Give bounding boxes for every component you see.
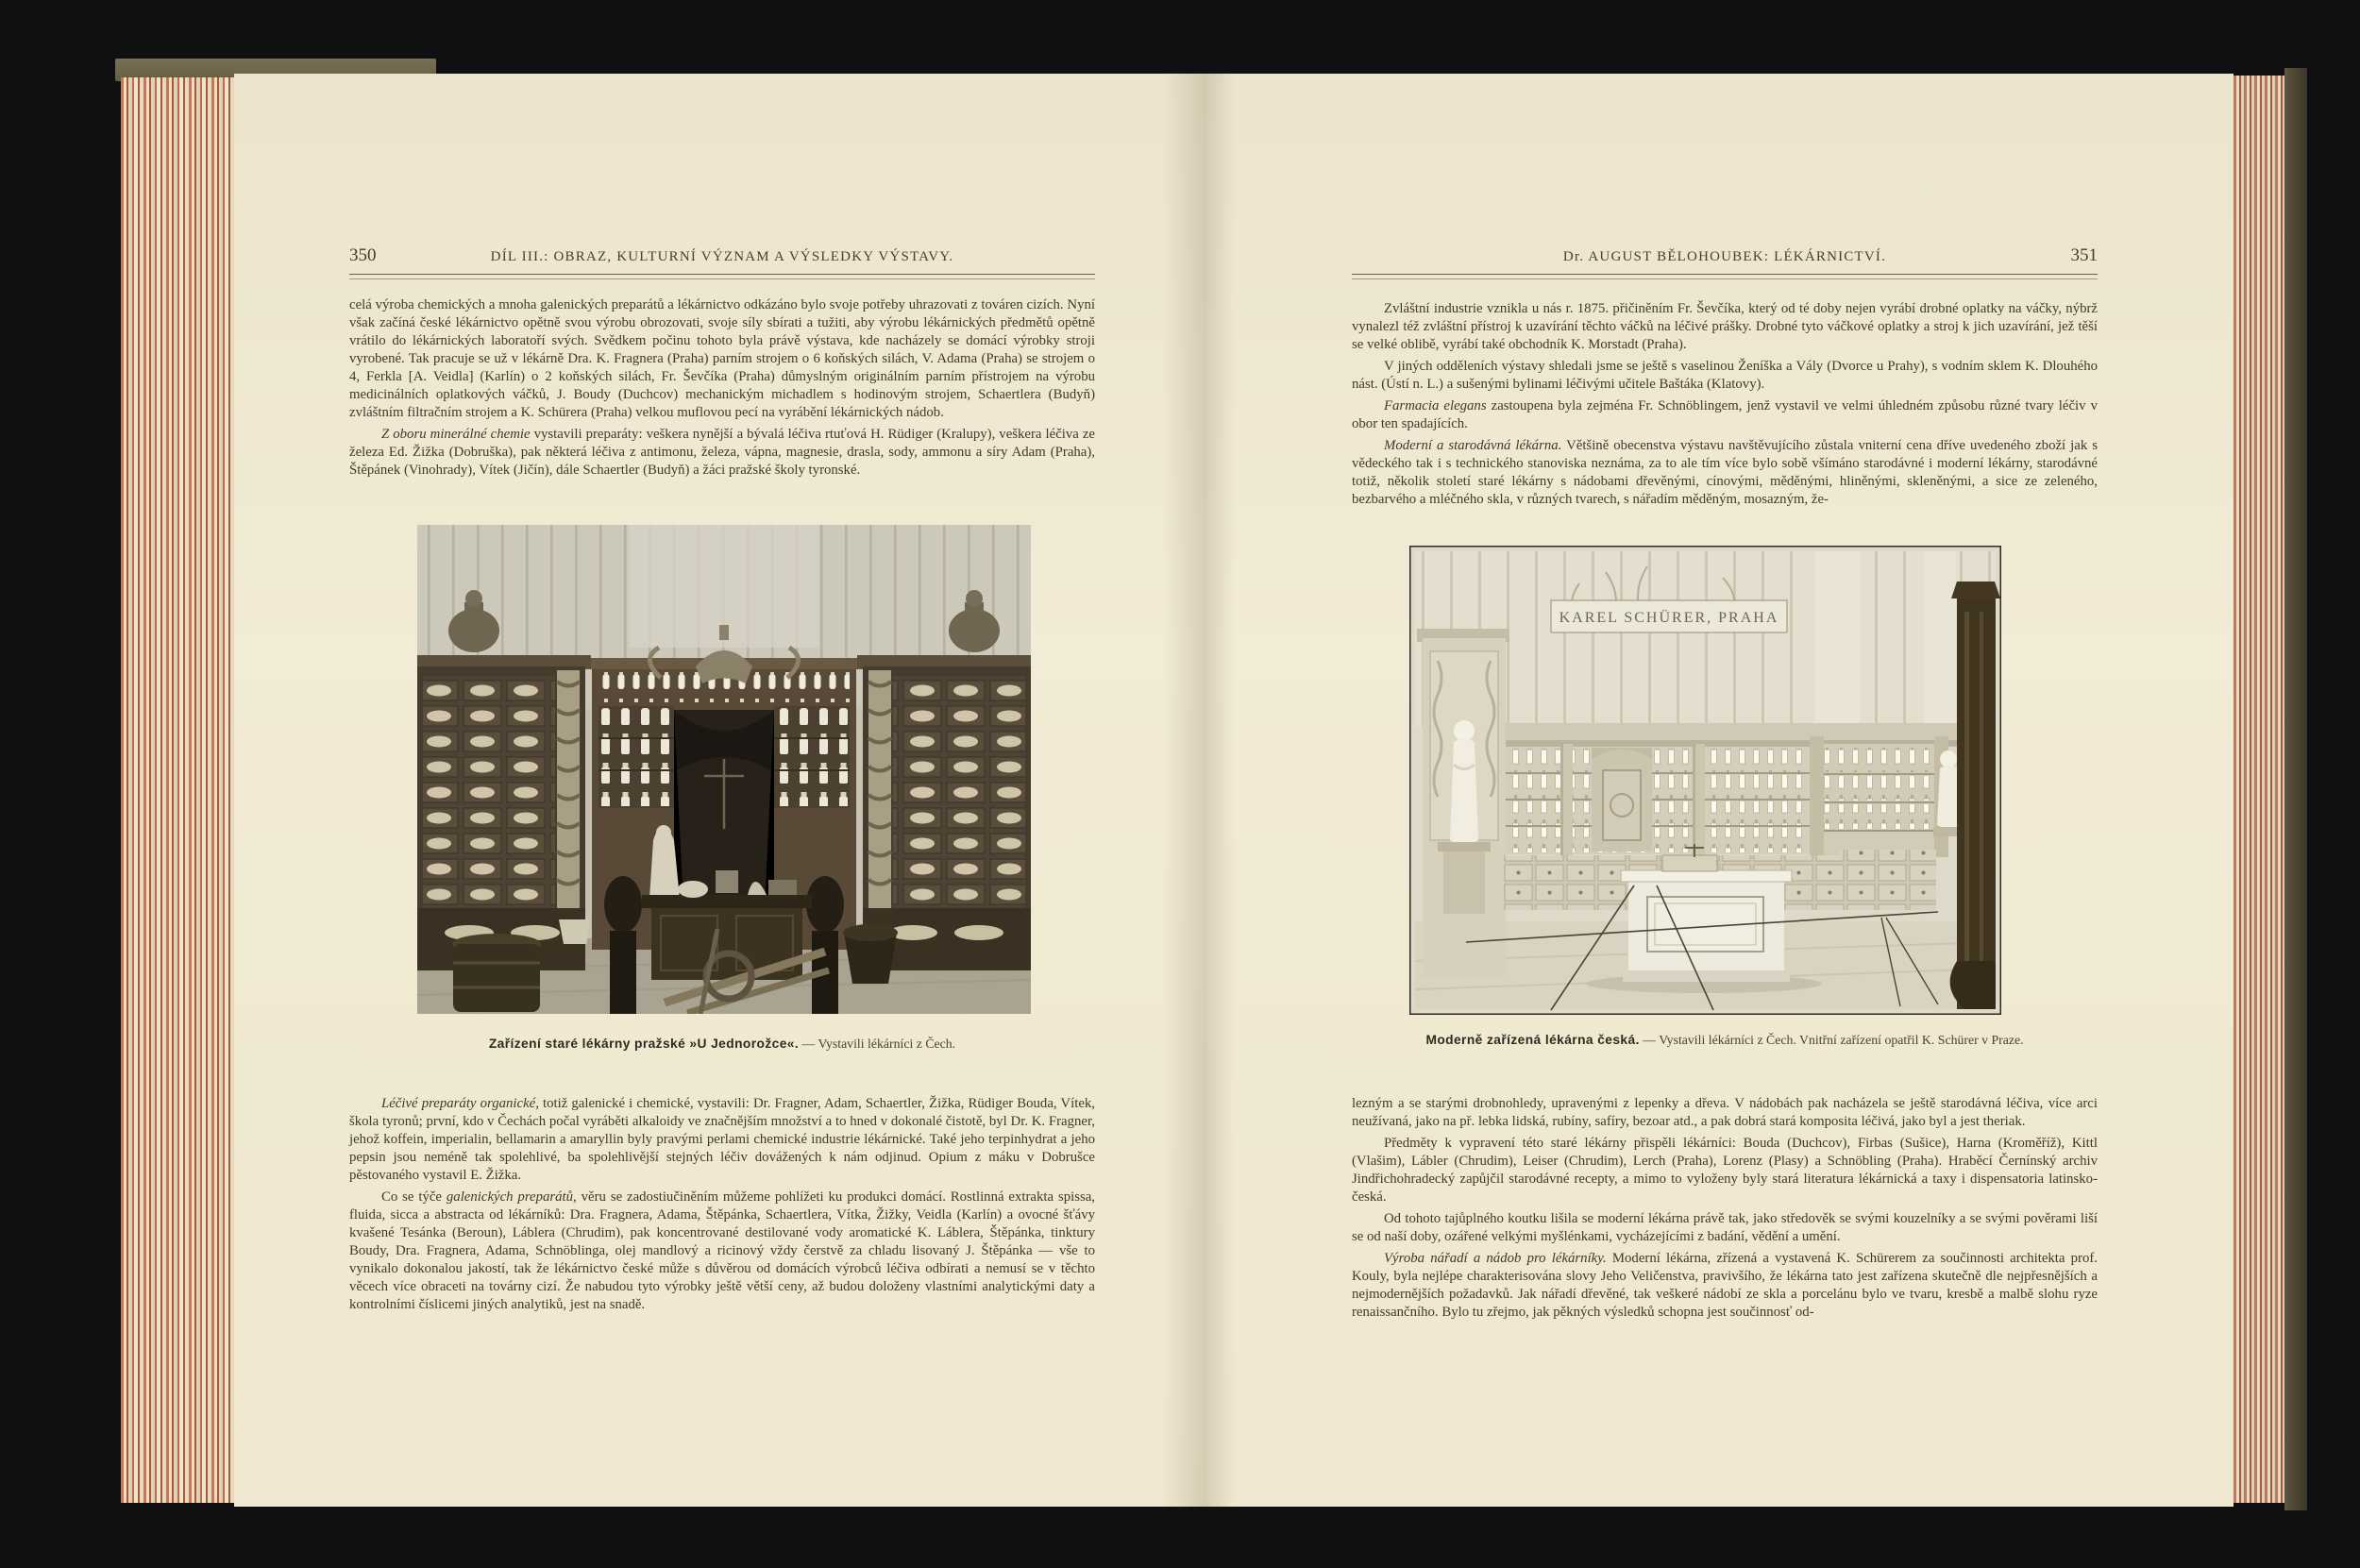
paragraph: lezným a se starými drobnohledy, upravenými z lepenky a dřeva. V nádobách pak nacházela se ještě starodávná léčiva, více arci neužívaná, jako na př. lebka lidská, rubíny, safíry, bezoar atd., a pak dobrá stará komposita léčivá, jako byl a jest theriak.: [1352, 1096, 2098, 1129]
paragraph: Z oboru minerálné chemie vystavili preparáty: veškera nynější a bývalá léčiva rtuťová H. Rüdiger (Kralupy), veškera léčiva ze železa Ed. Žižka (Dobruška), pak některá léčiva z antimonu, železa, vápna, magnesie, drasla, sody, ammonu a síry Adam (Praha), Štěpánek (Vinohrady), Vítek (Jičín), dále Schaertler (Budyň) a žáci pražské školy tyronské.: [349, 427, 1095, 478]
figure-caption-right: Moderně zařízená lékárna česká. — Vystavili lékárníci z Čech. Vnitřní zařízení opatřil K. Schürer v Praze.: [1425, 1033, 2024, 1047]
paragraph: Výroba nářadí a nádob pro lékárníky. Moderní lékárna, zřízená a vystavená K. Schürerem za součinnosti architekta prof. Kouly, byla nejlépe charakterisována slovy Jeho Veličenstva, pravivšího, že lékárna tato jest zařízena skutečně dle nejpřesnějších a nejmodernějších požadavků. Jak nářadí dřevěné, tak veškeré nádobí ze skla a porcelánu bylo ve tvaru, kresbě a malbě slohu ryze renaissančního. Bylo tu zřejmo, jak pěkných výsledků schopna jest součinnosť od-: [1352, 1251, 2099, 1320]
right-page: [1206, 74, 2234, 1507]
left-page: [234, 74, 1206, 1507]
running-title-left: DÍL III.: OBRAZ, KULTURNÍ VÝZNAM A VÝSLEDKY VÝSTAVY.: [490, 249, 954, 264]
paragraph: Moderní a starodávná lékárna. Většině obecenstva výstavu navštěvujícího zůstala vniterní cena dříve uvedeného zboží jak s vědeckého tak i s technického stanoviska neznáma, za to ale tím více bylo sobě všímáno starodávné i moderní lékárny, starodávné totiž, několik století staré lékárny s nádobami dřevěnými, cínovými, měděnými, hliněnými, skleněnými, a sice ze zeleného, bezbarvého a mléčného skla, v různých tvarech, s nářadím měděným, mosazným, že-: [1352, 438, 2099, 507]
paragraph: Farmacia elegans zastoupena byla zejména Fr. Schnöblingem, jenž vystavil ve velmi úhledném způsobu různé tvary léčiv v obor ten spadajících.: [1352, 398, 2098, 431]
figure-caption-left: Zařízení staré lékárny pražské »U Jednorožce«. — Vystavili lékárníci z Čech.: [488, 1037, 956, 1051]
left-text-upper: [349, 296, 1095, 480]
book-cover-edge-right: [2284, 68, 2307, 1510]
page-fore-edge-right: [2234, 76, 2284, 1503]
pharmacy-sign-text: KAREL SCHÜRER, PRAHA: [1559, 610, 1779, 626]
header-rule-right: [1352, 274, 2098, 279]
paragraph: Od tohoto tajůplného koutku lišila se moderní lékárna právě tak, jako středověk se svými kouzelníky a se svými pověrami liší se od naší doby, ozářené velkými myšlénkami, vycházejícími z badání, vědění a umění.: [1352, 1211, 2098, 1244]
running-title-right: Dr. AUGUST BĚLOHOUBEK: LÉKÁRNICTVÍ.: [1562, 249, 1887, 264]
paragraph: Předměty k vypravení této staré lékárny přispěli lékárníci: Bouda (Duchcov), Firbas (Sušice), Harna (Kroměříž), Kittl (Vlašim), Lábler (Chrudim), Leiser (Chrudim), Lerch (Praha), Lorenz (Plasy) a Schnöbling (Praha). Hraběcí Černínský archiv Jindřichohradecký zapůjčil starodávné recepty, a mimo to vyloženy byly stará literatura lékárnická a taxy i dispensatoria latinsko-česká.: [1352, 1136, 2098, 1205]
right-text-lower: [1352, 1095, 2098, 1322]
paragraph: V jiných odděleních výstavy shledali jsme se ještě s vaselinou Ženíška a Vály (Dvorce u Prahy), s vodním sklem K. Dlouhého nást. (Ústí n. L.) a sušenými bylinami léčivými učitele Baštáka (Klatovy).: [1352, 359, 2098, 392]
page-number-left: 350: [349, 245, 377, 265]
right-text-upper: [1352, 300, 2098, 509]
page-number-right: 351: [2070, 245, 2098, 265]
left-text-lower: [349, 1095, 1095, 1314]
header-rule-left: [349, 274, 1095, 279]
open-book: [121, 74, 2305, 1507]
old-pharmacy-photograph: [417, 525, 1031, 1019]
paragraph: celá výroba chemických a mnoha galenických preparátů a lékárnictvo odkázáno bylo svoje potřeby uhrazovati z továren cizích. Nyní však začíná české lékárnictvo opětně svou výrobu obrozovati, svoje síly sbírati a tužiti, aby výrobu lékárnických předmětů opětně vrátilo do lékárnických laboratoří svých. Svědkem počinu tohoto byla právě výstava, kde nacházely se domácí výrobky stroji vyrobené. Tak pracuje se už v lékárně Dra. K. Fragnera (Praha) parním strojem o 6 koňských silách, V. Adama (Praha) se strojem o 4, Ferkla [A. Veidla] (Karlín) o 2 koňských silách, Fr. Ševčíka (Praha) důmyslným originálním parním přístrojem na výrobu medicinálních oplatkových váčků, J. Boudy (Duchcov) mechanickým michadlem s hodinovým strojem, Schaertlera (Budyň) zvláštním filtračním strojem a K. Schürera (Praha) velkou muflovou pecí na vyrábění lékárnických nádob.: [349, 297, 1095, 420]
paragraph: Zvláštní industrie vznikla u nás r. 1875. přičiněním Fr. Ševčíka, který od té doby nejen vyrábí drobné oplatky na váčky, nýbrž vynalezl též zvláštní přístroj k uzavírání těchto váčků na léčivé prášky. Drobné tyto váčkové oplatky a stroj k jich uzavírání, jež těší se velké oblibě, vyrábí také obchodník K. Morstadt (Praha).: [1352, 301, 2098, 352]
paragraph: Co se týče galenických preparátů, věru se zadostiučiněním můžeme pohlížeti ku produkci domácí. Rostlinná extrakta spissa, fluida, sicca a abstracta od lékárníků: Dra. Fragnera, Adama, Štěpánka, Schaertlera, Vítka, Žižky, Veidla (Karlín) a ovocné šťávy kvašené Tesánka (Beroun), Láblera (Chrudim), pak koncentrované destilované vody aromatické K. Láblera, Štěpánka, tinktury Boudy, Dra. Fragnera, Adama, Schnöblinga, olej mandlový a ricinový vždy čerstvě za chladu lisovaný J. Štěpánka — vše to vynikalo dokonalou jakostí, tak že lékárnictvo české může s důvěrou od domácích výrobců léčiva odbírati a nemusí se v těchto věcech více obraceti na továrny cizí. Že nabudou tyto výrobky ještě větší ceny, až budou doloženy vlastními analytickými daty a kontrolními číslicemi jiných analytiků, jest na snadě.: [349, 1189, 1095, 1312]
page-fore-edge-left: [121, 77, 234, 1503]
paragraph: Léčivé preparáty organické, totiž galenické i chemické, vystavili: Dr. Fragner, Adam, Schaertler, Žižka, Rüdiger Bouda, Vítek, škola tyronů; první, kdo v Čechách počal vyráběti alkaloidy ve značnějším množství a to hned v dokonalé čistotě, byl Dr. K. Fragner, jehož koffein, imperialin, bellamarin a amaryllin byly pravými perlami chemické industrie lékárnické. Také jeho terpinhydrat a jeho pepsin jsou neméně tak spolehlivé, ba spolehlivější stejných léčiv dovážených k nám odjinud. Opium z máku v Dobrušce pěstovaného vystavil E. Žižka.: [349, 1096, 1095, 1183]
modern-pharmacy-photograph: [1409, 546, 2001, 1020]
